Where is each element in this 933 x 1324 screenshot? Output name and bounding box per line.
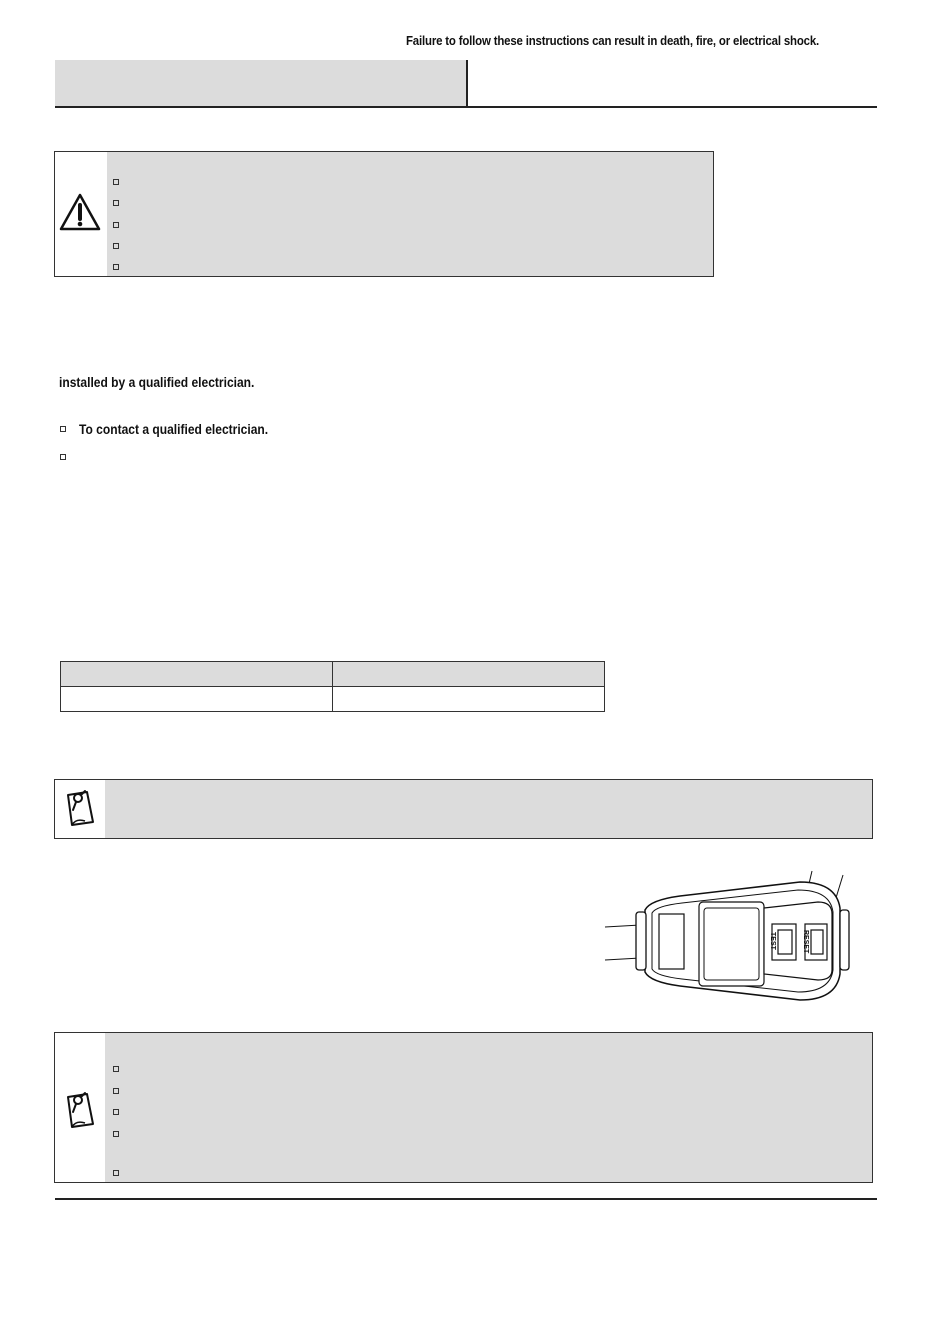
warning-item-checkbox (113, 200, 119, 206)
note-box (54, 1032, 873, 1183)
warning-triangle-icon (58, 192, 102, 232)
note-item-checkbox (113, 1109, 119, 1115)
bullet-text: To contact a qualified electrician. (79, 421, 269, 437)
test-label: TEST (769, 932, 776, 950)
bullet-checkbox (60, 426, 66, 432)
header-title-bar (55, 60, 466, 107)
header-rule (55, 106, 877, 108)
warning-box (54, 151, 714, 277)
footer-rule (55, 1198, 877, 1200)
note-item-checkbox (113, 1066, 119, 1072)
note-pin-icon (63, 1090, 97, 1130)
warning-item-checkbox (113, 179, 119, 185)
warning-item-checkbox (113, 264, 119, 270)
warning-line: Failure to follow these instructions can result in death, fire, or electrical shock. (406, 33, 820, 48)
gfci-device-figure (600, 868, 860, 1018)
bullet-checkbox (60, 454, 66, 460)
note-item-checkbox (113, 1131, 119, 1137)
warning-item-checkbox (113, 222, 119, 228)
note-pin-icon (63, 788, 97, 828)
warning-item-checkbox (113, 243, 119, 249)
note-box (54, 779, 873, 839)
note-item-checkbox (113, 1088, 119, 1094)
reset-label: RESET (802, 930, 809, 954)
installed-line: installed by a qualified electrician. (59, 374, 255, 390)
note-item-checkbox (113, 1170, 119, 1176)
header-divider (466, 60, 468, 108)
table-column-divider (332, 661, 333, 712)
